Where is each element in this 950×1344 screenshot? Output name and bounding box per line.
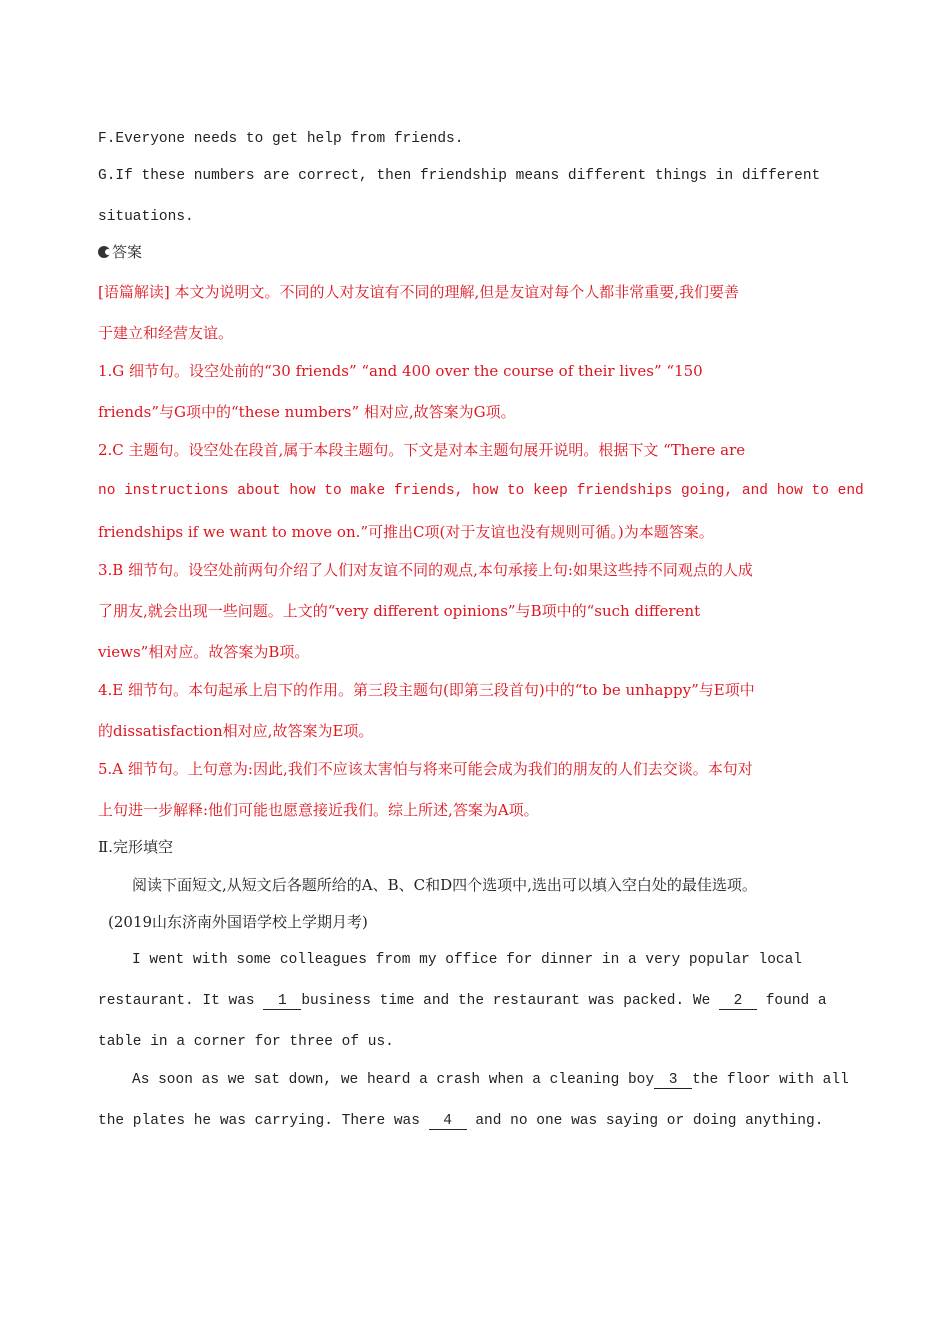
- answer5-line1: 5.A 细节句。上句意为:因此,我们不应该太害怕与将来可能会成为我们的朋友的人们去交谈。本句对: [98, 760, 753, 778]
- answer3-line2: 了朋友,就会出现一些问题。上文的“very different opinions”与B项中的“such different: [98, 602, 701, 620]
- passage-text: the plates he was carrying. There was: [98, 1113, 429, 1129]
- passage-text: As soon as we sat down, we heard a crash when a cleaning boy: [132, 1072, 655, 1088]
- answer-heading: [98, 242, 852, 262]
- reading-line1: [语篇解读] 本文为说明文。不同的人对友谊有不同的理解,但是友谊对每个人都非常重要,我们要善: [98, 283, 740, 301]
- section-title: Ⅱ.完形填空: [98, 838, 173, 856]
- answer1-line2: friends”与G项中的“these numbers” 相对应,故答案为G项。: [98, 403, 516, 421]
- blank-3: 3: [654, 1072, 692, 1089]
- passage-p2-line1: [132, 1070, 852, 1090]
- blank-2: 2: [719, 993, 757, 1010]
- blank-1: 1: [263, 993, 301, 1010]
- passage-text: restaurant. It was: [98, 993, 264, 1009]
- passage-text: the floor with all: [692, 1072, 849, 1088]
- answer1-line1: 1.G 细节句。设空处前的“30 friends” “and 400 over the course of their lives” “150: [98, 362, 703, 380]
- answer5-line2: 上句进一步解释:他们可能也愿意接近我们。综上所述,答案为A项。: [98, 801, 539, 819]
- passage-p1-line3: table in a corner for three of us.: [98, 1034, 394, 1050]
- answer2-line1: 2.C 主题句。设空处在段首,属于本段主题句。下文是对本主题句展开说明。根据下文 “There are: [98, 441, 746, 459]
- reading-line2: 于建立和经营友谊。: [98, 324, 234, 342]
- passage-p2-line2: [98, 1111, 852, 1131]
- passage-text: found a: [757, 993, 827, 1009]
- passage-p1-line1: I went with some colleagues from my office for dinner in a very popular local: [132, 952, 803, 968]
- option-f: F.Everyone needs to get help from friends.: [98, 131, 464, 147]
- answer3-line1: 3.B 细节句。设空处前两句介绍了人们对友谊不同的观点,本句承接上句:如果这些持不同观点的人成: [98, 561, 753, 579]
- answer2-line2: no instructions about how to make friends, how to keep friendships going, and how to end: [98, 483, 864, 499]
- option-g-line2: situations.: [98, 209, 194, 225]
- passage-text: and no one was saying or doing anything.: [466, 1113, 824, 1129]
- option-g-line1: G.If these numbers are correct, then friendship means different things in different: [98, 168, 821, 184]
- passage-p1-line2: [98, 991, 852, 1011]
- passage-text: business time and the restaurant was packed. We: [301, 993, 719, 1009]
- answer-icon: [98, 246, 110, 258]
- cloze-instruction: 阅读下面短文,从短文后各题所给的A、B、C和D四个选项中,选出可以填入空白处的最佳选项。: [132, 876, 757, 894]
- blank-4: 4: [429, 1113, 467, 1130]
- answer4-line2: 的dissatisfaction相对应,故答案为E项。: [98, 722, 374, 740]
- cloze-source: (2019山东济南外国语学校上学期月考): [108, 913, 368, 931]
- answer-heading-text: 答案: [112, 243, 143, 261]
- answer4-line1: 4.E 细节句。本句起承上启下的作用。第三段主题句(即第三段首句)中的“to be unhappy”与E项中: [98, 681, 755, 699]
- answer2-line3: friendships if we want to move on.”可推出C项(对于友谊也没有规则可循。)为本题答案。: [98, 523, 714, 541]
- answer3-line3: views”相对应。故答案为B项。: [98, 643, 310, 661]
